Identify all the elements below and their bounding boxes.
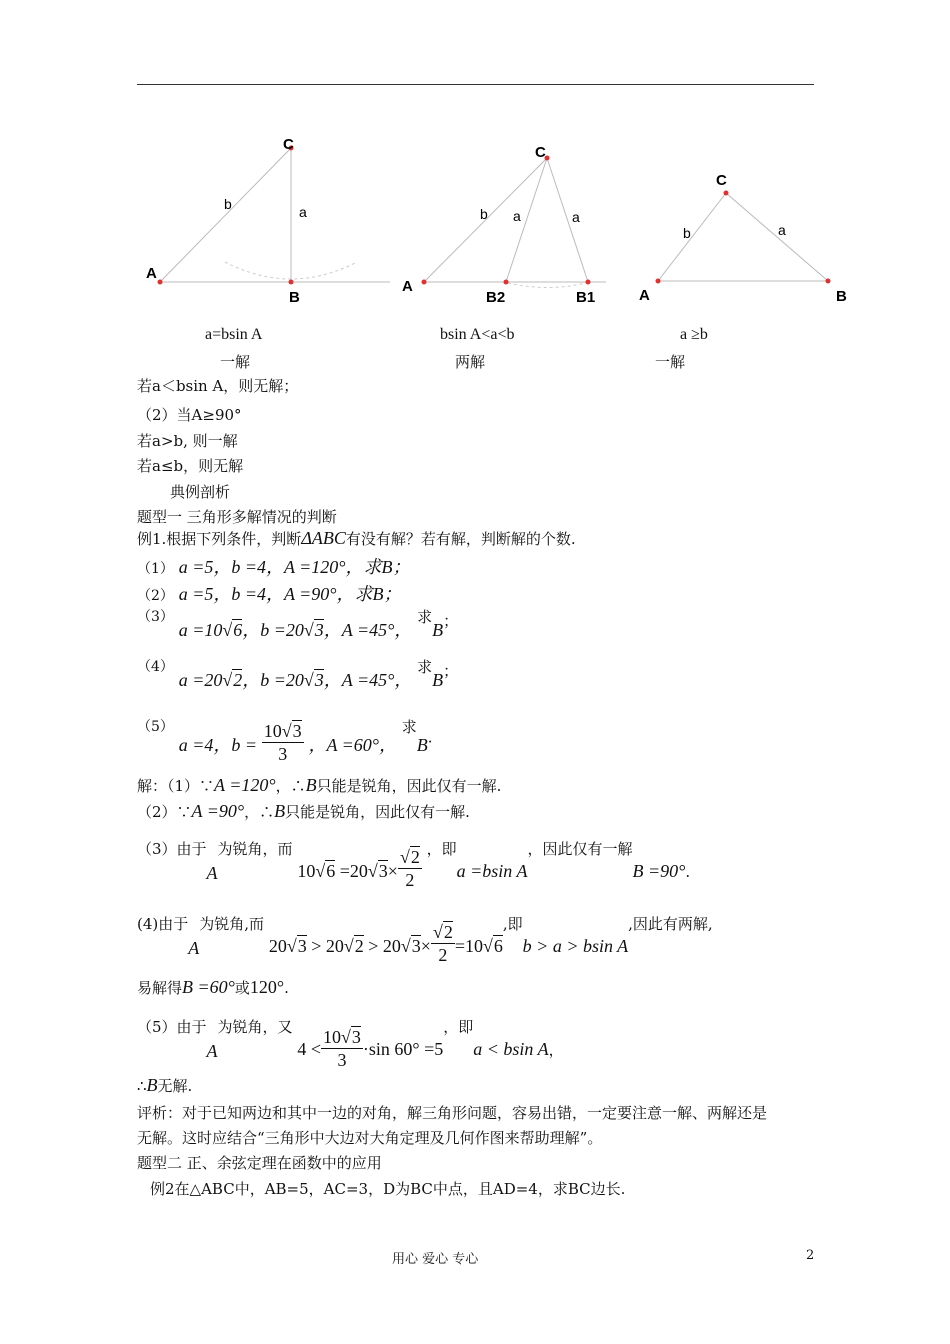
topic-1-heading: 题型一 三角形多解情况的判断 xyxy=(137,508,337,526)
fig1-label-b: b xyxy=(224,196,232,212)
problem-5-a: a =4，b = xyxy=(178,734,257,755)
solution-4-radicand-4: 6 xyxy=(493,935,503,956)
problem-5-target: B xyxy=(416,734,428,755)
solution-4-acute: 为锐角,而 xyxy=(199,915,265,933)
solution-3-end: . xyxy=(685,862,691,881)
solution-3-num: 2 xyxy=(410,847,420,867)
problem-5 xyxy=(137,716,433,764)
problem-3: （3） a =10√6，b =20√3，A =45°， 求B； xyxy=(137,608,459,640)
problem-4: （4） a =20√2，b =20√3，A =45°， 求B； xyxy=(137,658,459,690)
fig3-point-A xyxy=(656,279,661,284)
solution-4-radicand-3: 3 xyxy=(411,935,421,956)
solution-3: （3）由于A为锐角，而 10√6 =20√3× $\frac{√2}{2}$ ，即a =bsin A，因此仅有一解B =90°. xyxy=(137,840,691,890)
problem-1 xyxy=(137,553,411,579)
fig2-label-B2: B2 xyxy=(486,289,506,306)
problem-3-radicand-1: 6 xyxy=(233,620,243,640)
topic-2-heading: 题型二 正、余弦定理在函数中的应用 xyxy=(137,1154,382,1172)
figure-2-diagram xyxy=(398,138,618,313)
problem-2 xyxy=(137,580,402,606)
solution-4-den: 2 xyxy=(438,945,448,965)
solution-5-radicand: 3 xyxy=(351,1027,361,1047)
solution-2 xyxy=(137,801,470,822)
solution-3-relation: a =bsin A xyxy=(456,860,528,881)
example-1-intro: 例1.根据下列条件，判断 xyxy=(137,530,302,548)
fig1-label-a: a xyxy=(299,204,307,220)
solution-4-answer-2: 120° xyxy=(249,977,285,997)
fig2-solution-count: 两解 xyxy=(455,353,486,371)
problem-5-ask: 求 xyxy=(401,718,417,736)
fig2-point-B2 xyxy=(504,280,509,285)
example-1-statement xyxy=(137,528,576,549)
solution-3-acute: 为锐角，而 xyxy=(217,840,293,858)
problem-5-end: . xyxy=(427,728,433,747)
comment-line-2: 无解。这时应结合“三角形中大边对大角定理及几何作图来帮助理解”。 xyxy=(137,1129,603,1147)
solution-4-num: 2 xyxy=(443,922,453,942)
fig1-point-A xyxy=(158,280,163,285)
problem-2-expr: a =5，b =4，A =90°，求B； xyxy=(178,584,402,604)
fig3-point-C xyxy=(724,191,729,196)
solution-4-namely: ,即 xyxy=(502,915,523,933)
solution-4-eq: =10 xyxy=(454,935,483,956)
solution-4-or: 或 xyxy=(234,979,250,997)
solution-3-fraction: $\frac{√2}{2}$ xyxy=(399,847,420,890)
problem-1-number: （1） xyxy=(137,561,174,577)
figure-3-diagram xyxy=(634,168,860,313)
solution-4-radicand-2: 2 xyxy=(354,935,364,956)
solution-3-one: ，因此仅有一解 xyxy=(527,840,633,858)
problem-2-number: （2） xyxy=(137,588,174,604)
problem-3-target: B xyxy=(432,620,444,640)
fig3-side-b xyxy=(658,193,726,281)
solution-5-lead: （5）由于 xyxy=(137,1018,207,1036)
figure-1-diagram xyxy=(140,128,400,313)
problem-5-radicand: 3 xyxy=(292,721,302,741)
problem-4-radicand-2: 3 xyxy=(314,670,324,690)
solution-2-lead: （2）∵ xyxy=(137,803,192,821)
solution-4-A: A xyxy=(188,937,200,958)
fig2-point-B1 xyxy=(586,280,591,285)
solution-4-result xyxy=(137,977,289,998)
fig3-label-A: A xyxy=(639,287,650,304)
solution-3-A: A xyxy=(206,862,218,883)
text-case-2: （2）当A≥90° xyxy=(137,406,242,424)
solution-3-lead: （3）由于 xyxy=(137,840,207,858)
problem-4-number: （4） xyxy=(137,659,174,675)
solution-3-eq: =20 xyxy=(339,860,368,881)
solution-3-times: × xyxy=(387,860,398,881)
fig2-label-a1: a xyxy=(513,208,521,224)
solution-5-namely: ，即 xyxy=(443,1018,474,1036)
fig2-label-C: C xyxy=(535,144,546,161)
solution-4-two: ,因此有两解, xyxy=(628,915,713,933)
solution-4-lead: (4)由于 xyxy=(137,915,189,933)
solution-3-coef-1: 10 xyxy=(297,860,316,881)
problem-4-angle: ，A =45°， xyxy=(323,670,413,690)
fig3-solution-count: 一解 xyxy=(655,353,686,371)
problem-5-den: 3 xyxy=(278,744,288,764)
solution-1-B: B xyxy=(305,775,317,795)
fig1-label-A: A xyxy=(146,265,157,282)
fig3-label-b: b xyxy=(683,225,691,241)
problem-4-target: B xyxy=(432,670,444,690)
solution-1-lead: 解：（1）∵ xyxy=(137,777,215,795)
solution-4-gt-1: > 20 xyxy=(311,935,344,956)
fig1-solution-count: 一解 xyxy=(220,353,251,371)
solution-2-therefore: ，∴ xyxy=(244,803,275,821)
problem-3-angle: ，A =45°， xyxy=(323,620,413,640)
fig2-condition: bsin A<a<b xyxy=(440,326,515,343)
comment-line-1: 评析：对于已知两边和其中一边的对角，解三角形问题，容易出错，一定要注意一解、两解还是 xyxy=(137,1104,768,1122)
problem-3-b: ，b =20 xyxy=(242,620,304,640)
example-1-question: 有没有解？若有解，判断解的个数. xyxy=(345,530,576,548)
problem-5-num: 10 xyxy=(263,721,282,741)
solution-5-therefore: ∴ xyxy=(137,1077,147,1095)
solution-2-conclusion: 只能是锐角，因此仅有一解. xyxy=(285,803,470,821)
solution-1 xyxy=(137,775,501,796)
fig3-label-C: C xyxy=(716,172,727,189)
problem-1-expr: a =5，b =4，A =120°，求B； xyxy=(178,557,411,577)
solution-5-A: A xyxy=(206,1040,218,1061)
solution-4-coef-1: 20 xyxy=(268,935,287,956)
solution-5-comma: ， xyxy=(548,1040,564,1059)
fig3-point-B xyxy=(826,279,831,284)
solution-1-conclusion: 只能是锐角，因此仅有一解. xyxy=(316,777,502,795)
page-number: 2 xyxy=(806,1248,815,1263)
fig3-label-B: B xyxy=(836,288,847,305)
fig1-point-B xyxy=(289,280,294,285)
solution-4: (4)由于A为锐角,而 20√3 > 20√2 > 20√3× $\frac{√2}{2}$ =10√6,即b > a > bsin A,因此有两解, xyxy=(137,915,713,965)
section-heading-examples: 典例剖析 xyxy=(170,483,231,501)
text-no-solution-case: 若a＜bsin A，则无解； xyxy=(137,377,299,395)
solution-4-easy: 易解得 xyxy=(137,979,183,997)
problem-5-number: （5） xyxy=(137,719,174,735)
solution-4-times: × xyxy=(420,935,431,956)
solution-3-den: 2 xyxy=(405,870,415,890)
solution-4-answer-1: B =60° xyxy=(182,977,235,997)
fig2-point-A xyxy=(422,280,427,285)
solution-2-B: B xyxy=(274,801,286,821)
problem-3-number: （3） xyxy=(137,609,174,625)
fig1-condition: a=bsin A xyxy=(205,326,263,343)
solution-5-lhs: 4 < xyxy=(297,1038,321,1059)
fig1-label-B: B xyxy=(289,289,300,306)
problem-4-radicand-1: 2 xyxy=(233,670,243,690)
fig3-condition: a ≥b xyxy=(680,326,708,343)
solution-4-gt-2: > 20 xyxy=(368,935,401,956)
fig2-label-B1: B1 xyxy=(576,289,596,306)
solution-1-given: A =120° xyxy=(214,775,276,795)
problem-4-end: ； xyxy=(443,662,459,680)
text-one-solution: 若a>b, 则一解 xyxy=(137,432,238,450)
header-rule xyxy=(137,84,814,85)
solution-2-given: A =90° xyxy=(191,801,245,821)
solution-3-answer: B =90° xyxy=(632,860,686,881)
fig2-arc xyxy=(508,283,586,288)
problem-4-a: a =20 xyxy=(178,670,223,690)
problem-5-angle: ，A =60°， xyxy=(308,734,397,755)
problem-3-radicand-2: 3 xyxy=(314,620,324,640)
solution-5-acute: 为锐角，又 xyxy=(217,1018,293,1036)
solution-5-B: B xyxy=(146,1075,158,1095)
fig2-side-a2 xyxy=(547,158,588,282)
triangle-abc: ΔABC xyxy=(301,528,346,548)
solution-5-sin: ·sin 60° =5 xyxy=(362,1038,444,1059)
solution-5-none: 无解. xyxy=(157,1077,193,1095)
solution-4-end: . xyxy=(284,979,289,997)
solution-5-num: 10 xyxy=(323,1027,341,1047)
problem-3-a: a =10 xyxy=(178,620,223,640)
text-no-solution: 若a≤b，则无解 xyxy=(137,457,244,475)
problem-4-ask: 求 xyxy=(417,658,433,676)
problem-3-ask: 求 xyxy=(417,608,433,626)
fig2-label-A: A xyxy=(402,278,413,295)
fig1-label-C: C xyxy=(283,136,294,153)
solution-5-den: 3 xyxy=(337,1050,347,1070)
solution-4-relation: b > a > bsin A xyxy=(522,935,629,956)
fig2-label-b: b xyxy=(480,206,488,222)
fig2-label-a2: a xyxy=(572,209,580,225)
solution-5-result xyxy=(137,1075,192,1096)
solution-4-fraction: $\frac{√2}{2}$ xyxy=(432,922,453,965)
solution-1-therefore: ，∴ xyxy=(275,777,306,795)
solution-3-namely: ，即 xyxy=(426,840,457,858)
solution-5-relation: a < bsin A xyxy=(473,1038,549,1059)
solution-3-radicand-2: 3 xyxy=(378,860,388,881)
problem-4-b: ，b =20 xyxy=(242,670,304,690)
example-2-statement: 例2在△ABC中，AB=5，AC=3，D为BC中点，且AD=4，求BC边长. xyxy=(150,1180,626,1198)
solution-3-radicand-1: 6 xyxy=(326,860,336,881)
fig3-label-a: a xyxy=(778,222,786,238)
solution-4-radicand-1: 3 xyxy=(297,935,307,956)
problem-3-end: ； xyxy=(443,612,459,630)
solution-5-fraction: $\frac{10√3}{3}$ xyxy=(323,1027,361,1070)
solution-5 xyxy=(137,1016,564,1070)
problem-5-fraction: $\frac{10√3}{3}$ xyxy=(263,721,302,764)
fig3-side-a xyxy=(726,193,828,281)
footer-motto: 用心 爱心 专心 xyxy=(392,1252,479,1267)
